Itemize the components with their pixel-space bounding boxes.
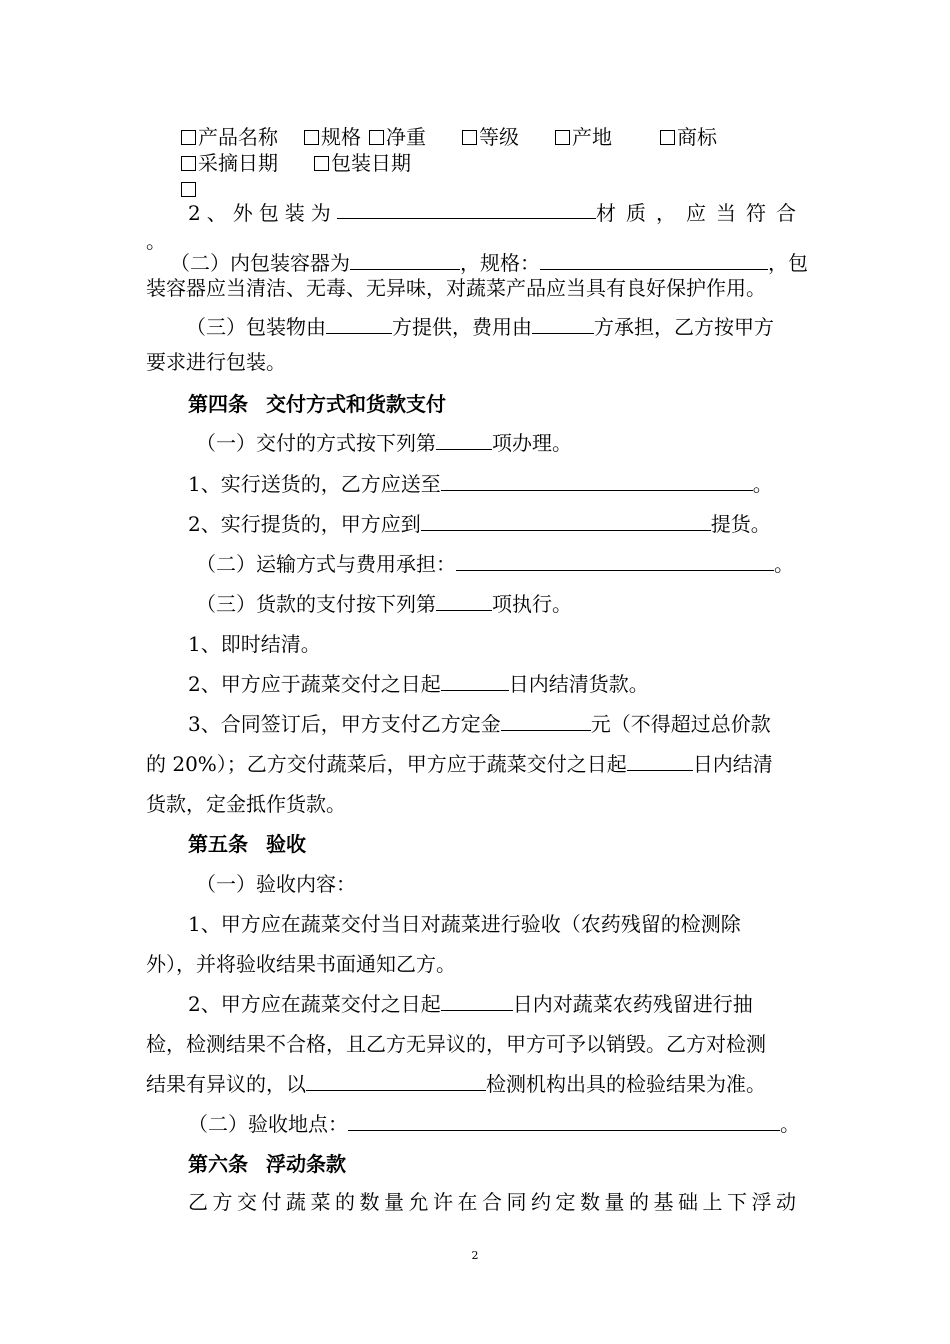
delivery-option-blank[interactable] <box>436 431 492 450</box>
provider-blank[interactable] <box>326 315 392 334</box>
payment-option-blank[interactable] <box>436 592 492 611</box>
check-days-blank[interactable] <box>441 992 513 1011</box>
checkbox-item[interactable]: 采摘日期 <box>181 151 278 175</box>
send-delivery-line: 1、实行送货的，乙方应送至 。 <box>188 472 773 496</box>
checkbox-row-3 <box>181 176 841 202</box>
acceptance-place-blank[interactable] <box>348 1112 780 1131</box>
payment-days-blank[interactable] <box>441 672 509 691</box>
inspection-agency-line: 结果有异议的，以 检测机构出具的检验结果为准。 <box>146 1072 766 1096</box>
delivery-method-line: （一）交付的方式按下列第 项办理。 <box>196 431 572 455</box>
checkbox[interactable] <box>181 182 196 197</box>
document-page: 产品名称 规格 净重 等级 产地 商标 采摘日期 包装日期 2、外包装为 材质，应当符合 。 （二）内包装容器为 ，规格： ，包 装容器应当清洁、无毒、无异味，对蔬菜产品应当具有良好保护作用。 （三）包装物由 方提供，费用由 方承担，乙方按甲方 要求进行包装。 第四条 交付方式和货款支付 （一）交付的方式按下列第 项办理。 1、实行送货的，乙方应送至 。 2、实行提货的，甲方应到 提货。 （二）运输方式与费用承担： 。 （三）货款的支付按下列第 项执行。 1、即时结清。 2、甲方应于蔬菜交付之日起 日内结清货款。 3、合同签订后，甲方支付乙方定金 元（不得超过总价款 的 20%）；乙方交付蔬菜后，甲方应于蔬菜交付之日起 日内结清 货款，定金抵作货款。 第五条 验收 （一）验收内容： 1、甲方应在蔬菜交付当日对蔬菜进行验收（农药残留的检测除 外），并将验收结果书面通知乙方。 2、甲方应在蔬菜交付之日起 日内对蔬菜农药残留进行抽 检，检测结果不合格，且乙方无异议的，甲方可予以销毁。乙方对检测 结果有异议的，以 检测机构出具的检验结果为准。 （二）验收地点： 。 第六条 浮动条款 乙方交付蔬菜的数量允许在合同约定数量的基础上下浮动 2 <box>0 0 950 1344</box>
checkbox[interactable] <box>369 130 384 145</box>
payment-method-line: （三）货款的支付按下列第 项执行。 <box>196 592 572 616</box>
acceptance-place-line: （二）验收地点： 。 <box>188 1112 800 1136</box>
checkbox-item[interactable]: 包装日期 <box>314 151 411 175</box>
checkbox-item[interactable]: 产地 <box>555 125 612 149</box>
checkbox[interactable] <box>181 130 196 145</box>
outer-packaging-line: 2、外包装为 材质，应当符合 <box>188 201 806 225</box>
agency-blank[interactable] <box>306 1072 486 1091</box>
checkbox-row-2 <box>181 150 841 176</box>
payment-days-line: 2、甲方应于蔬菜交付之日起 日内结清货款。 <box>188 672 649 696</box>
transport-line: （二）运输方式与费用承担： 。 <box>196 552 794 576</box>
checkbox-item[interactable]: 商标 <box>660 125 717 149</box>
deposit-amount-blank[interactable] <box>501 712 591 731</box>
checkbox-item[interactable]: 净重 <box>369 125 426 149</box>
page-number: 2 <box>471 1249 479 1262</box>
deposit-line-cont: 的 20%）；乙方交付蔬菜后，甲方应于蔬菜交付之日起 日内结清 <box>146 752 773 776</box>
pesticide-check-line: 2、甲方应在蔬菜交付之日起 日内对蔬菜农药残留进行抽 <box>188 992 753 1016</box>
checkbox[interactable] <box>181 156 196 171</box>
article-6-heading: 第六条 浮动条款 <box>188 1152 346 1176</box>
checkbox[interactable] <box>660 130 675 145</box>
deposit-line: 3、合同签订后，甲方支付乙方定金 元（不得超过总价款 <box>188 712 771 736</box>
send-address-blank[interactable] <box>441 472 753 491</box>
checkbox[interactable] <box>304 130 319 145</box>
checkbox[interactable] <box>314 156 329 171</box>
inner-container-blank[interactable] <box>350 251 460 270</box>
checkbox-item[interactable]: 产品名称 <box>181 125 278 149</box>
inner-spec-blank[interactable] <box>540 251 768 270</box>
checkbox-row-1 <box>181 124 841 150</box>
inner-packaging-line: （二）内包装容器为 ，规格： ，包 <box>170 251 808 275</box>
pickup-line: 2、实行提货的，甲方应到 提货。 <box>188 512 771 536</box>
pickup-address-blank[interactable] <box>421 512 711 531</box>
checkbox[interactable] <box>555 130 570 145</box>
transport-blank[interactable] <box>456 552 774 571</box>
settle-days-blank[interactable] <box>627 752 693 771</box>
cost-bearer-blank[interactable] <box>532 315 594 334</box>
checkbox-item[interactable]: 等级 <box>462 125 519 149</box>
checkbox-item[interactable]: 规格 <box>304 125 361 149</box>
checkbox[interactable] <box>462 130 477 145</box>
article-5-heading: 第五条 验收 <box>188 832 306 856</box>
packaging-provider-line: （三）包装物由 方提供，费用由 方承担，乙方按甲方 <box>186 315 774 339</box>
article-4-heading: 第四条 交付方式和货款支付 <box>188 392 446 416</box>
outer-material-blank[interactable] <box>337 200 596 219</box>
